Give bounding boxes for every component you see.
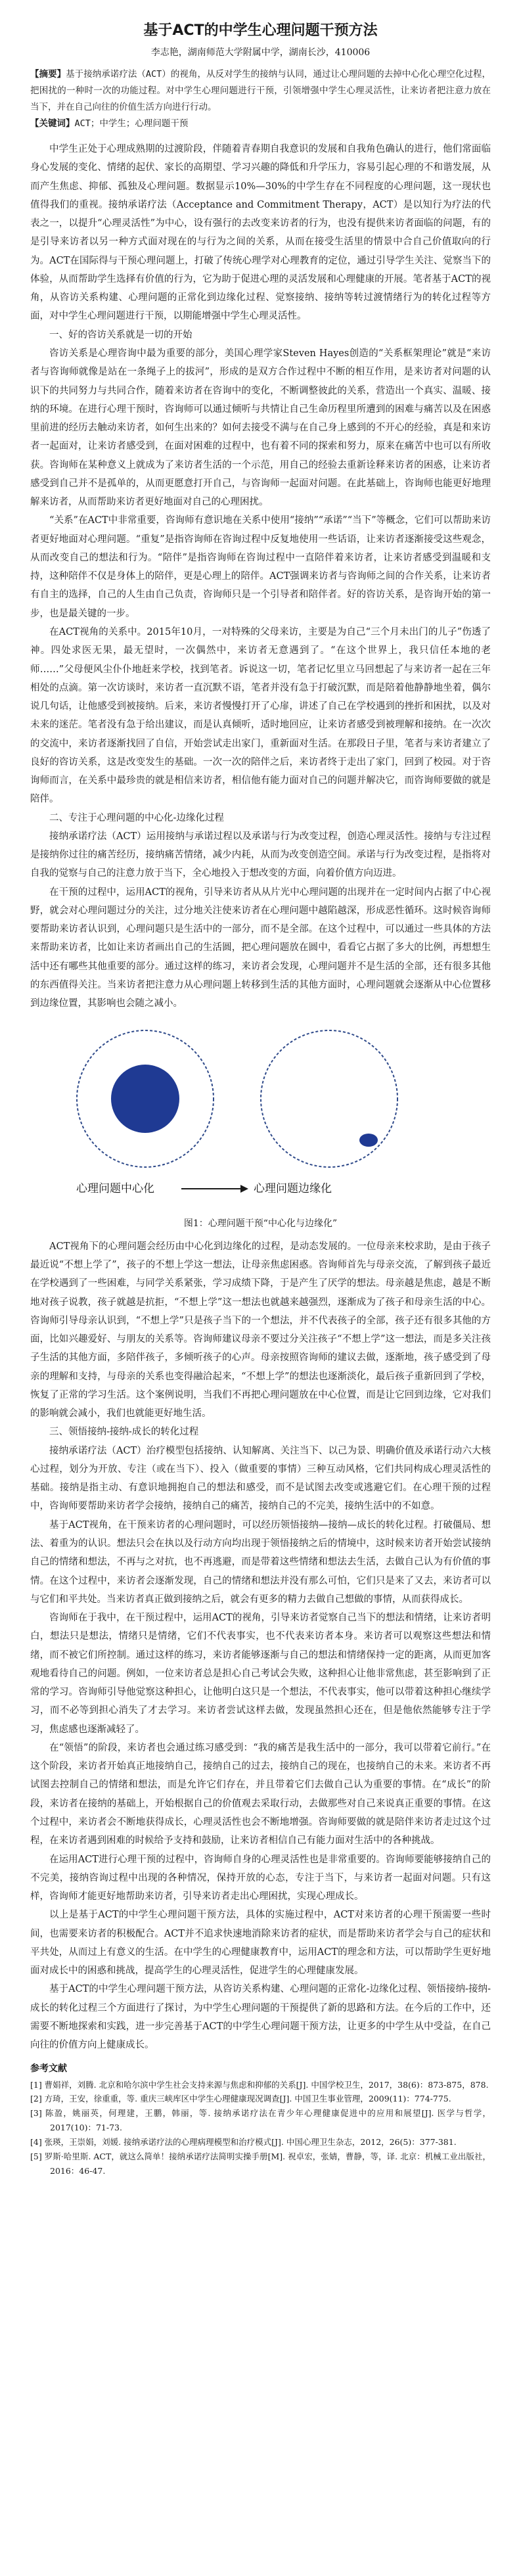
arrow-head	[240, 1185, 248, 1193]
reference-item: [2] 方琦，王安，徐重重，等. 重庆三峡库区中学生心理健康现况调查[J]. 中国卫生事业管理，2009(11)：774-775.	[30, 2094, 451, 2104]
body-paragraph: 基于ACT视角，在干预来访者的心理问题时，可以经历领悟接纳—接纳—成长的转化过程。打破僵局、想法、着重为的认识。想法只会在执以及行动方向均出现于领悟接纳之后的情境中，这时候来访者开始尝试接纳自己的情绪和想法，不再与之对抗，也不再逃避，而是带着这些情绪和想法去生活，去做自己认为有价值的事情。在这个过程中，来访者会逐渐发现，自己的情绪和想法并没有那么可怕，它们只是来了又去，来访者可以与它们和平共处。当来访者真正做到接纳之后，就会有更多的精力去做自己想做的事情，从而获得成长。	[30, 1519, 491, 1605]
body-paragraph: ACT视角下的心理问题会经历由中心化到边缘化的过程，是动态发展的。一位母亲来校求助，是由于孩子最近说“不想上学了”，孩子的不想上学这一想法，让母亲焦虑困惑。咨询师首先与母亲交流，了解到孩子最近在学校遇到了一些困难，与同学关系紧张，学习成绩下降，于是产生了厌学的想法。母亲越是焦虑，越是不断地对孩子说教，孩子就越是抗拒，“不想上学”这一想法也就越来越强烈，逐渐成为了孩子和母亲生活的中心。咨询师引导母亲认识到，“不想上学”只是孩子当下的一个想法，并不代表孩子的全部，孩子还有很多其他的方面，比如兴趣爱好、与朋友的关系等。咨询师建议母亲不要过分关注孩子“不想上学”这一想法，而是多关注孩子生活的其他方面，多陪伴孩子，多倾听孩子的心声。母亲按照咨询师的建议去做，逐渐地，孩子感受到了母亲的理解和支持，与母亲的关系也变得融洽起来，“不想上学”的想法也逐渐淡化，最后孩子重新回到了学校，恢复了正常的学习生活。这个案例说明，当我们不再把心理问题放在中心位置，而是让它回到边缘，它对我们的影响就会减小，我们也就能更好地生活。	[30, 1241, 491, 1419]
right-label: 心理问题边缘化	[254, 1182, 332, 1195]
left-label: 心理问题中心化	[76, 1182, 154, 1195]
author-affiliation: 李志艳，湖南师范大学附属中学，湖南长沙，410006	[150, 47, 371, 58]
references-title: 参考文献	[30, 2063, 67, 2075]
body-paragraph: 接纳承诺疗法（ACT）运用接纳与承诺过程以及承诺与行为改变过程，创造心理灵活性。接纳与专注过程是接纳你过往的痛苦经历，接纳痛苦情绪，减少内耗，从而为改变创造空间。承诺与行为改变过程，是指将对自我的觉察与自己的注意力放于当下，全心地投入于想改变的方面，向着价值方向迈进。	[30, 831, 491, 879]
left-problem-circle	[111, 1065, 179, 1133]
body-paragraph: 以上是基于ACT的中学生心理问题干预方法，具体的实施过程中，ACT对来访者的心理干预需要一些时间，也需要来访者的积极配合。ACT并不追求快速地消除来访者的症状，而是帮助来访者学会与自己的症状和平共处，从而过上有意义的生活。在中学生的心理健康教育中，运用ACT的理念和方法，可以帮助学生更好地面对成长中的困惑和挑战，提高学生的心理灵活性，促进学生的心理健康发展。	[30, 1910, 491, 1977]
body-paragraph: 咨访关系是心理咨询中最为重要的部分，美国心理学家Steven Hayes创造的“关系框架理论”就是“来访者与咨询师就像是站在一条绳子上的拔河”，形成的是双方合作过程中不断的相互作用，是来访者对问题的认识下的共同努力与共同合作，随着来访者在咨询中的变化，不断调整彼此的关系，营造出一个真实、温暖、接纳的环境。在进行心理干预时，咨询师可以通过倾听与共情让自己生命历程里所遭到的困难与痛苦以及在困惑里前进的经历去触动来访者，如何生出来的？如何去接受不满与在自己身上感到的不开心的经验，真是和来访者一起面对，让来访者感受到，在面对困难的过程中，也有着不同的探索和努力，原来在痛苦中也可以有所收获。咨询师在某种意义上就成为了来访者生活的一个示范，用自己的经验去重新诠释来访者的困惑，让来访者感受到自己并不是孤单的，从而更愿意打开自己，与咨询师一起面对问题。在此基础上，咨询师也能更好地理解来访者，从而帮助来访者更好地面对自己的心理困扰。	[30, 348, 491, 508]
section-heading-2: 二、专注于心理问题的中心化-边缘化过程	[49, 812, 224, 823]
body-paragraph: 接纳承诺疗法（ACT）治疗模型包括接纳、认知解离、关注当下、以己为景、明确价值及承诺行动六大核心过程，划分为开放、专注（或在当下）、投入（做重要的事情）三种互动风格，它们共同构成心理灵活性的基础。接纳是指主动、有意识地拥抱自己的想法和感受，而不是试图去改变或逃避它们。在心理干预的过程中，咨询师要帮助来访者学会接纳，接纳自己的痛苦，接纳自己的不完美，接纳生活中的不如意。	[30, 1445, 491, 1512]
centralization-diagram	[30, 1020, 491, 1212]
body-paragraph: 在干预的过程中，运用ACT的视角，引导来访者从从片光中心理问题的出现并在一定时间内占据了中心视野，就会对心理问题过分的关注，过分地关注使来访者在心理问题中越陷越深，形成恶性循环。这时候咨询师要帮助来访者认识到，心理问题只是生活中的一部分，而不是全部。在这个过程中，可以通过一些具体的方法来帮助来访者，比如让来访者画出自己的生活圆，把心理问题放在圆中，看看它占据了多大的比例，再想想生活中还有哪些其他重要的部分。通过这样的练习，来访者会发现，心理问题并不是生活的全部，还有很多其他的东西值得关注。当来访者把注意力从心理问题上转移到生活的其他方面时，心理问题就会逐渐从中心位置移到边缘位置，其影响也会随之减小。	[30, 886, 491, 1009]
keywords-text: ACT；中学生；心理问题干预	[74, 118, 189, 129]
paper-title: 基于ACT的中学生心理问题干预方法	[143, 22, 378, 39]
body-paragraph: “关系”在ACT中非常重要，咨询师有意识地在关系中使用“接纳”“承诺”“当下”等概念，它们可以帮助来访者更好地面对心理问题。“重复”是指咨询师在咨询过程中反复地使用一些话语，让来访者逐渐接受这些观念，从而改变自己的想法和行为。“陪伴”是指咨询师在咨询过程中一直陪伴着来访者，让来访者感受到温暖和支持，这种陪伴不仅是身体上的陪伴，更是心理上的陪伴。ACT强调来访者与咨询师之间的合作关系，让来访者有自主的选择，自己的人生由自己负责，咨询师只是一个引导者和陪伴者。好的咨访关系，是咨询开始的第一步，也是最关键的一步。	[30, 515, 491, 619]
conclusion-paragraph: 基于ACT的中学生心理问题干预方法，从咨访关系构建、心理问题的正常化-边缘化过程、领悟接纳-接纳-成长的转化过程三个方面进行了探讨，为中学生心理问题的干预提供了新的思路和方法。在今后的工作中，还需要不断地探索和实践，进一步完善基于ACT的中学生心理问题干预方法，让更多的中学生从中受益，在自己向往的价值方向上健康成长。	[30, 1984, 491, 2051]
keywords-label: 【关键词】	[30, 118, 75, 129]
section-heading-1: 一、好的咨访关系就是一切的开始	[49, 329, 193, 340]
reference-item: [3] 陈盈，姚丽英，何理建，王鹏，韩丽，等. 接纳承诺疗法在青少年心理健康促进中的应用和展望[J]. 医学与哲学，2017(10)：71-73.	[30, 2108, 491, 2133]
section-heading-3: 三、领悟接纳-接纳-成长的转化过程	[49, 1427, 199, 1438]
abstract	[30, 66, 491, 116]
body-paragraph: 在运用ACT进行心理干预的过程中，咨询师自身的心理灵活性也是非常重要的。咨询师要能够接纳自己的不完美，接纳咨询过程中出现的各种情况，保持开放的心态，专注于当下，与来访者一起面对问题。只有这样，咨询师才能更好地帮助来访者，引导来访者走出心理困扰，实现心理成长。	[30, 1854, 491, 1902]
body-paragraph: 在“领悟”的阶段，来访者也会通过练习感受到：“我的痛苦是我生活中的一部分，我可以带着它前行。”在这个阶段，来访者开始真正地接纳自己，接纳自己的过去，接纳自己的现在，也接纳自己的未来。来访者不再试图去控制自己的情绪和想法，而是允许它们存在，并且带着它们去做自己认为重要的事情。在“成长”的阶段，来访者在接纳的基础上，开始根据自己的价值观去采取行动，去做那些对自己来说真正重要的事情。在这个过程中，来访者会不断地获得成长，心理灵活性也会不断地增强。咨询师要做的就是陪伴来访者走过这个过程，在来访者遇到困难的时候给予支持和鼓励，让来访者相信自己有能力面对生活中的各种挑战。	[30, 1742, 491, 1847]
reference-item: [1] 曹娟祥，刘腾. 北京和哈尔滨中学生社会支持来源与焦虑和抑郁的关系[J]. 中国学校卫生，2017，38(6)：873-875，878.	[30, 2079, 489, 2090]
abstract-text: 基于接纳承诺疗法（ACT）的视角，从反对学生的接纳与认同，通过让心理问题的去掉中心化心理空化过程，把困扰的一种时一次的功能过程。对中学生心理问题进行干预，引领增强中学生心理灵活性，让来访者把注意力放在当下，并在自己向往的价值生活方向进行行动。	[30, 69, 491, 113]
figure-caption: 图1：心理问题干预“中心化与边缘化”	[183, 1218, 338, 1229]
body-paragraph: 咨询师在于我中，在干预过程中，运用ACT的视角，引导来访者觉察自己当下的想法和情绪，让来访者明白，想法只是想法，情绪只是情绪，它们不代表事实，也不代表来访者本身。来访者可以观察这些想法和情绪，而不被它们所控制。通过这样的练习，来访者能够逐渐与自己的想法和情绪保持一定的距离，从而更加客观地看待自己的问题。例如，一位来访者总是担心自己考试会失败，这种担心让他非常焦虑，甚至影响到了正常的学习。咨询师引导他觉察这种担心，让他明白这只是一个想法，不代表事实，他可以带着这种担心继续学习，而不必等到担心消失了才去学习。来访者尝试这样去做，发现虽然担心还在，但是他依然能够专注于学习，焦虑感也逐渐减轻了。	[30, 1613, 491, 1735]
figure-1	[30, 1020, 491, 1212]
intro-paragraph: 中学生正处于心理成熟期的过渡阶段，伴随着青春期自我意识的发展和自我角色确认的进行，他们常面临身心发展的变化、情绪的起伏、家长的高期望、学习兴趣的降低和升学压力，容易引起心理的不和谐发展，从而产生焦虑、抑郁、孤独及心理问题。数据显示10%—30%的中学生存在不同程度的心理问题，这一现状也值得我们的重视。接纳承诺疗法（Acceptance and Commitment Therapy，ACT）是以知行为疗法的代表之一，以提升“心理灵活性”为中心，设有强行的去改变来访者的行为，也没有提供来访者面临的问题，有的是引导来访者以另一种方式面对现在的与行为之间的关系，从而在接受生活里的情景中合自己价值取向的行为。ACT在国际得与干预心理问题上，打破了传统心理学对心理教育的定位，通过引导学生关注、觉察当下的体验，从而帮助学生选择有价值的行为，它为助于促进心理的灵活发展和心理健康的开展。笔者基于ACT的视角，从咨访关系构建、心理问题的正常化到边缘化过程、觉察接纳、接纳等转过渡情绪行为的转化过程等方面，对中学生心理问题进行干预，以期能增强中学生心理灵活性。	[30, 144, 491, 322]
reference-item: [4] 张瑛，王崇娟，刘媛. 接纳承诺疗法的心理病理模型和治疗模式[J]. 中国心理卫生杂志，2012，26(5)：377-381.	[30, 2137, 457, 2148]
reference-item: [5] 罗斯·哈里斯. ACT，就这么简单！接纳承诺疗法简明实操手册[M]. 祝卓宏，张婧，曹静，等，译. 北京：机械工业出版社，2016：46-47.	[30, 2151, 491, 2176]
body-paragraph: 在ACT视角的关系中。2015年10月，一对特殊的父母来访，主要是为自己“三个月未出门的儿子”伤透了神。四处求医无果，最无望时，一次偶然中，来访者无意遇到了。“在这个世界上，我只信任本地的老师……”父母便风尘仆仆地赶来学校，找到笔者。诉说这一切，笔者记忆里立马回想起了与来访者一起在三年相处的点滴。第一次访谈时，来访者一直沉默不语，笔者并没有急于打破沉默，而是陪着他静静地坐着，偶尔说几句话，让他感受到被接纳。后来，来访者慢慢打开了心扉，讲述了自己在学校遇到的挫折和困扰，以及对未来的迷茫。笔者没有急于给出建议，而是认真倾听，适时地回应，让来访者感受到被理解和接纳。在一次次的交流中，来访者逐渐找回了自信，开始尝试走出家门，重新面对生活。在那段日子里，笔者与来访者建立了良好的咨访关系，这是改变发生的基础。一次一次的陪伴之后，来访者终于走出了家门，回到了校园。对于咨询师而言，在关系中最珍贵的就是相信来访者，相信他有能力面对自己的问题并解决它，而咨询师要做的就是陪伴。	[30, 626, 491, 805]
keywords	[30, 116, 491, 132]
abstract-label: 【摘要】	[30, 69, 66, 80]
right-outer-circle	[261, 1030, 397, 1167]
right-problem-dot	[359, 1134, 378, 1147]
